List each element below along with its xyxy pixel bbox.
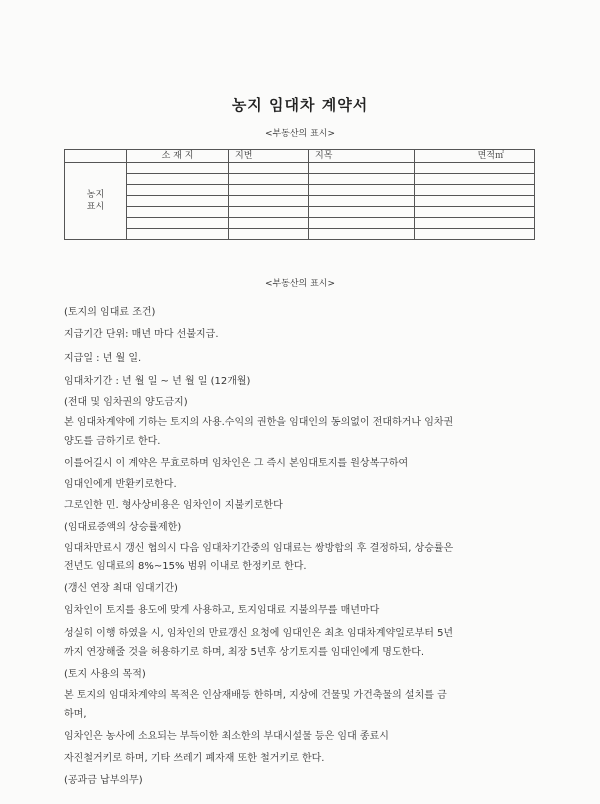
table-cell bbox=[309, 185, 415, 196]
body-line-payment-period: 지급기간 단위: 매년 마다 선불지급. bbox=[64, 329, 219, 340]
body-line: 까지 연장해줄 것을 허용하기로 하며, 최장 5년후 상기토지를 임대인에게 명도한다. bbox=[64, 647, 425, 658]
body-line: 그로인한 민. 형사상비용은 임차인이 지불키로한다 bbox=[64, 500, 283, 511]
table-row bbox=[65, 207, 535, 218]
clause-heading-sublease-ban: (전대 및 임차권의 양도금지) bbox=[64, 397, 188, 408]
table-corner-cell bbox=[65, 150, 127, 163]
clause-heading-land-use: (토지 사용의 목적) bbox=[64, 669, 146, 680]
table-cell bbox=[309, 196, 415, 207]
clause-heading-taxes: (공과금 납부의무) bbox=[64, 775, 143, 786]
body-line: 성실히 이행 하였을 시, 임차인의 만료갱신 요청에 임대인은 최초 임대차계약일로부터 5년 bbox=[64, 628, 454, 639]
column-header-land-category: 지목 bbox=[309, 150, 415, 163]
table-row bbox=[65, 174, 535, 185]
table-cell bbox=[309, 229, 415, 240]
table-cell bbox=[309, 207, 415, 218]
column-header-lot-number: 지번 bbox=[229, 150, 309, 163]
column-header-location: 소 재 지 bbox=[127, 150, 229, 163]
body-line: 자진철거키로 하며, 기타 쓰레기 폐자재 또한 철거키로 한다. bbox=[64, 753, 325, 764]
body-line: 양도를 금하기로 한다. bbox=[64, 436, 161, 447]
table-cell bbox=[415, 218, 535, 229]
table-cell bbox=[127, 163, 229, 174]
body-line: 임차인이 토지를 용도에 맞게 사용하고, 토지임대료 지불의무를 매년마다 bbox=[64, 605, 380, 616]
document-title: 농지 임대차 계약서 bbox=[231, 96, 369, 114]
table-cell bbox=[309, 174, 415, 185]
table-cell bbox=[229, 207, 309, 218]
table-cell bbox=[127, 185, 229, 196]
clause-heading-rent-increase: (임대료증액의 상승률제한) bbox=[64, 522, 182, 533]
table-cell bbox=[229, 163, 309, 174]
table-cell bbox=[229, 174, 309, 185]
table-cell bbox=[127, 218, 229, 229]
row-header-line: 표시 bbox=[86, 202, 105, 212]
section-label-property: <부동산의 표시> bbox=[264, 129, 336, 139]
table-cell bbox=[415, 174, 535, 185]
row-header-land bbox=[65, 163, 127, 240]
body-line: 임차인은 농사에 소요되는 부득이한 최소한의 부대시설물 등은 임대 종료시 bbox=[64, 731, 389, 742]
body-line: 전년도 임대료의 8%~15% 범위 이내로 한정키로 한다. bbox=[64, 561, 307, 572]
clause-heading-renewal: (갱신 연장 최대 임대기간) bbox=[64, 583, 178, 594]
table-cell bbox=[229, 185, 309, 196]
body-line: 임대차만료시 갱신 협의시 다음 임대차기간중의 임대료는 쌍방합의 후 결정하되, 상승률은 bbox=[64, 543, 454, 554]
table-row bbox=[65, 163, 535, 174]
section-label-property-repeat: <부동산의 표시> bbox=[264, 279, 336, 289]
clause-heading-rent-terms: (토지의 임대료 조건) bbox=[64, 307, 156, 318]
table-cell bbox=[415, 196, 535, 207]
table-row bbox=[65, 185, 535, 196]
body-line: 본 임대차계약에 기하는 토지의 사용.수익의 권한을 임대인의 동의없이 전대하거나 임차권 bbox=[64, 417, 454, 428]
body-line: 이를어길시 이 계약은 무효로하며 임차인은 그 즉시 본임대토지를 원상복구하여 bbox=[64, 458, 409, 469]
body-line: 본 토지의 임대차계약의 목적은 인삼재배등 한하며, 지상에 건물및 가건축물의 설치를 금 bbox=[64, 690, 447, 701]
table-row bbox=[65, 196, 535, 207]
table-cell bbox=[229, 218, 309, 229]
table-cell bbox=[229, 196, 309, 207]
body-line: 하며, bbox=[64, 709, 87, 720]
table-row bbox=[65, 229, 535, 240]
table-cell bbox=[415, 185, 535, 196]
table-cell bbox=[127, 174, 229, 185]
table-cell bbox=[415, 207, 535, 218]
body-line: 임대인에게 반환키로한다. bbox=[64, 479, 177, 490]
body-line-lease-term: 임대차기간 : 년 월 일 ~ 년 월 일 (12개월) bbox=[64, 376, 251, 387]
table-cell bbox=[415, 229, 535, 240]
table-cell bbox=[309, 218, 415, 229]
column-header-area: 면적㎡ bbox=[415, 150, 535, 163]
body-line-payment-date: 지급일 : 년 월 일. bbox=[64, 353, 142, 364]
table-cell bbox=[309, 163, 415, 174]
table-cell bbox=[127, 207, 229, 218]
row-header-line: 농지 bbox=[86, 190, 105, 200]
land-table bbox=[64, 149, 535, 240]
land-table-body bbox=[65, 163, 535, 240]
table-row bbox=[65, 218, 535, 229]
table-cell bbox=[127, 229, 229, 240]
table-cell bbox=[415, 163, 535, 174]
table-cell bbox=[229, 229, 309, 240]
table-cell bbox=[127, 196, 229, 207]
